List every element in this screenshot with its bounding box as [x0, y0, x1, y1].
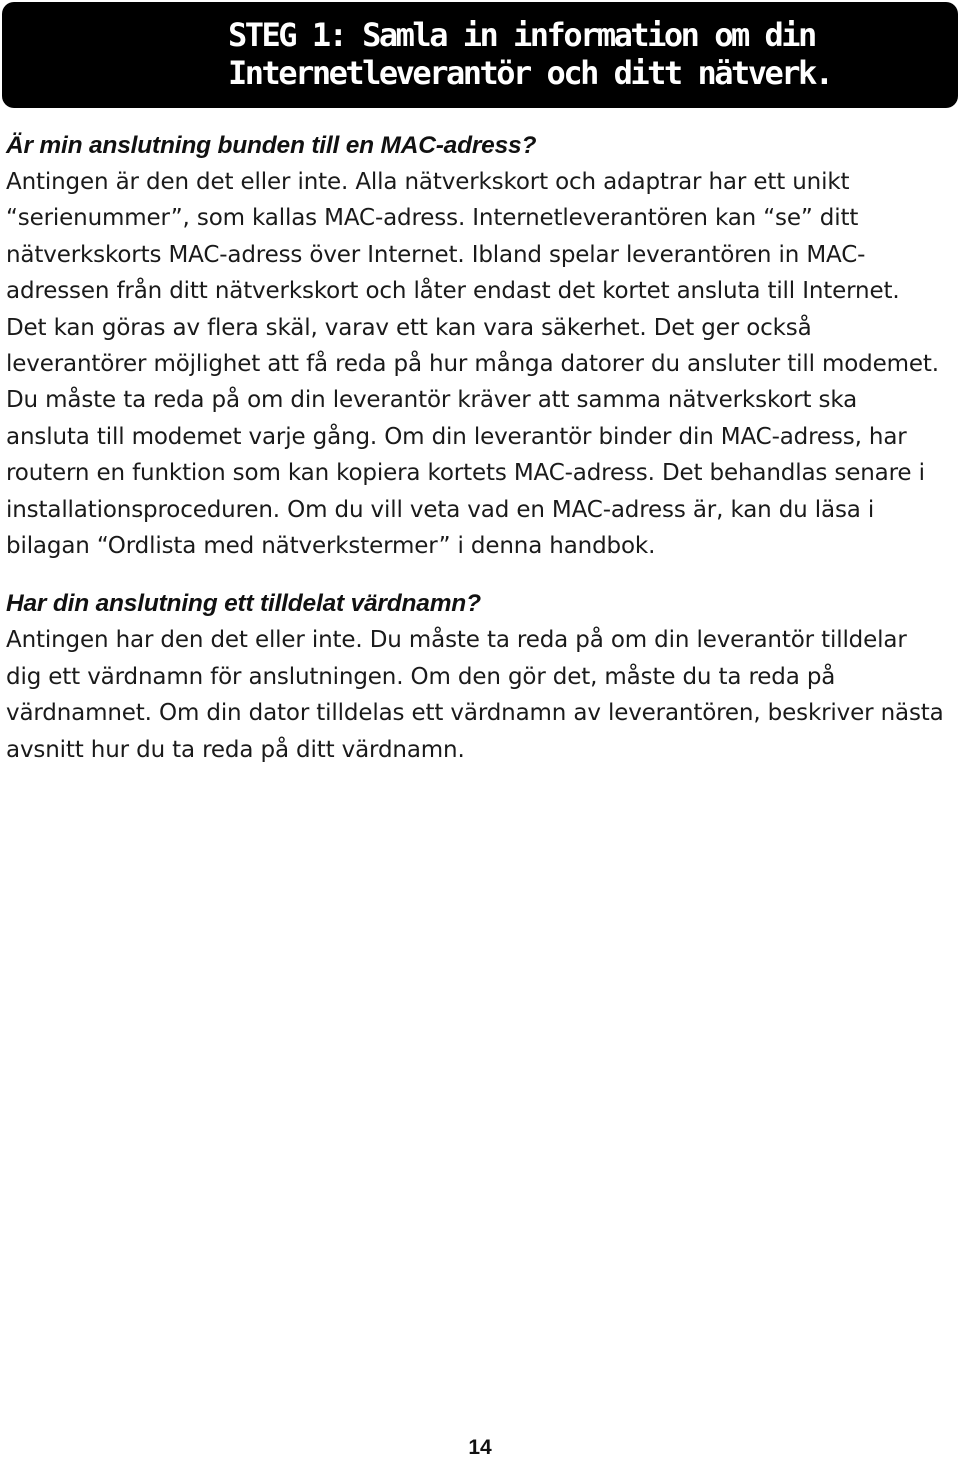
section-heading-hostname: Har din anslutning ett tilldelat värdnamn?	[6, 590, 481, 618]
step-header-banner	[2, 2, 958, 108]
header-title-line-1: STEG 1: Samla in information om din	[228, 16, 815, 54]
section-body-mac-address: Antingen är den det eller inte. Alla nätverkskort och adaptrar har ett unikt “serienummer”, som kallas MAC-adress. Internetleverantören kan “se” ditt nätverkskorts MAC-adress över Internet. Ibland spelar leverantören in MAC-adressen från ditt nätverkskort och låter endast det kortet ansluta till Internet. Det kan göras av flera skäl, varav ett kan vara säkerhet. Det ger också leverantörer möjlighet att få reda på hur många datorer du ansluter till modemet. Du måste ta reda på om din leverantör kräver att samma nätverkskort ska ansluta till modemet varje gång. Om din leverantör binder din MAC-adress, har routern en funktion som kan kopiera kortets MAC-adress. Det behandlas senare i installationsproceduren. Om du vill veta vad en MAC-adress är, kan du läsa i bilagan “Ordlista med nätverkstermer” i denna handbok.	[6, 169, 939, 560]
page-number: 14	[468, 1436, 492, 1459]
document-body	[6, 128, 946, 768]
header-title-line-2: Internetleverantör och ditt nätverk.	[228, 54, 832, 92]
section-heading-mac-address: Är min anslutning bunden till en MAC-adress?	[6, 132, 537, 159]
section-mac-address	[6, 128, 946, 564]
section-body-hostname: Antingen har den det eller inte. Du måste ta reda på om din leverantör tilldelar dig ett värdnamn för anslutningen. Om den gör det, måste du ta reda på värdnamnet. Om din dator tilldelas ett värdnamn av leverantören, beskriver nästa avsnitt hur du ta reda på ditt värdnamn.	[6, 627, 944, 763]
section-hostname	[6, 586, 946, 768]
